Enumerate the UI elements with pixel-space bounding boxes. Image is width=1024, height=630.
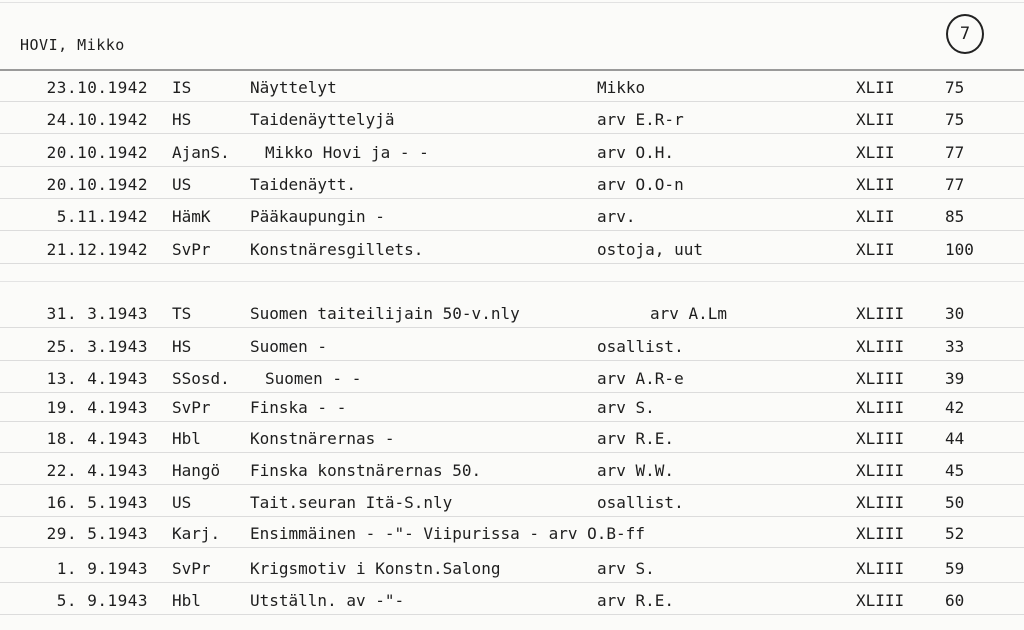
entry-author: ostoja, uut xyxy=(597,240,703,259)
entry-paper: Hangö xyxy=(172,461,221,480)
entry-row xyxy=(0,455,1024,485)
entry-title: Finska konstnärernas 50. xyxy=(250,461,482,480)
entry-author: arv R.E. xyxy=(597,591,675,610)
entry-volume: XLII xyxy=(856,240,895,259)
entry-date: 20.10.1942 xyxy=(46,175,148,194)
entry-volume: XLIII xyxy=(856,591,905,610)
entry-paper: HS xyxy=(172,110,192,129)
entry-author: osallist. xyxy=(597,493,684,512)
entry-row xyxy=(0,392,1024,422)
entry-page: 77 xyxy=(945,143,965,162)
entry-paper: AjanS. xyxy=(172,143,230,162)
entry-page: 33 xyxy=(945,337,965,356)
entry-date: 1. 9.1943 xyxy=(56,559,148,578)
entry-author: arv A.Lm xyxy=(650,304,728,323)
entry-paper: TS xyxy=(172,304,192,323)
entry-title: Suomen taiteilijain 50-v.nly xyxy=(250,304,520,323)
entry-author: arv. xyxy=(597,207,636,226)
entry-date: 31. 3.1943 xyxy=(46,304,148,323)
entry-date: 19. 4.1943 xyxy=(46,398,148,417)
entry-volume: XLII xyxy=(856,143,895,162)
year-separator xyxy=(0,281,1024,282)
entry-author: Mikko xyxy=(597,78,646,97)
entry-page: 39 xyxy=(945,369,965,388)
entry-row xyxy=(0,423,1024,453)
entry-volume: XLIII xyxy=(856,429,905,448)
entry-volume: XLIII xyxy=(856,524,905,543)
entry-paper: US xyxy=(172,175,192,194)
entry-page: 60 xyxy=(945,591,965,610)
entry-volume: XLIII xyxy=(856,369,905,388)
entry-row xyxy=(0,298,1024,328)
entry-date: 13. 4.1943 xyxy=(46,369,148,388)
entry-date: 16. 5.1943 xyxy=(46,493,148,512)
entry-volume: XLIII xyxy=(856,337,905,356)
entry-date: 18. 4.1943 xyxy=(46,429,148,448)
entry-row xyxy=(0,331,1024,361)
entry-paper: US xyxy=(172,493,192,512)
entry-author: arv E.R-r xyxy=(597,110,684,129)
entry-page: 75 xyxy=(945,78,965,97)
entry-author: arv O.O-n xyxy=(597,175,684,194)
entry-author: arv O.H. xyxy=(597,143,675,162)
entry-row xyxy=(0,363,1024,393)
entry-author: arv S. xyxy=(597,398,655,417)
entry-date: 22. 4.1943 xyxy=(46,461,148,480)
entry-date: 25. 3.1943 xyxy=(46,337,148,356)
entry-author: arv S. xyxy=(597,559,655,578)
entry-title: Taidenäyttelyjä xyxy=(250,110,395,129)
entry-volume: XLIII xyxy=(856,461,905,480)
entry-row xyxy=(0,72,1024,102)
entry-row xyxy=(0,487,1024,517)
entry-title: Konstnärernas - xyxy=(250,429,395,448)
entry-title: Mikko Hovi ja - - xyxy=(265,143,429,162)
entry-row xyxy=(0,518,1024,548)
entry-title: Krigsmotiv i Konstn.Salong xyxy=(250,559,501,578)
entry-page: 30 xyxy=(945,304,965,323)
entry-row xyxy=(0,104,1024,134)
entry-row xyxy=(0,169,1024,199)
entry-date: 5.11.1942 xyxy=(56,207,148,226)
entry-date: 23.10.1942 xyxy=(46,78,148,97)
card-title: HOVI, Mikko xyxy=(20,36,125,54)
entry-date: 24.10.1942 xyxy=(46,110,148,129)
entry-page: 59 xyxy=(945,559,965,578)
entry-title: Taidenäytt. xyxy=(250,175,356,194)
entry-title: Suomen - xyxy=(250,337,328,356)
entry-paper: SvPr xyxy=(172,398,211,417)
entry-paper: Karj. xyxy=(172,524,221,543)
entry-title: Konstnäresgillets. xyxy=(250,240,424,259)
entry-row xyxy=(0,137,1024,167)
entry-paper: SvPr xyxy=(172,240,211,259)
entry-page: 42 xyxy=(945,398,965,417)
entry-author: arv A.R-e xyxy=(597,369,684,388)
entry-paper: HämK xyxy=(172,207,211,226)
entry-row xyxy=(0,201,1024,231)
entry-page: 77 xyxy=(945,175,965,194)
entry-date: 5. 9.1943 xyxy=(56,591,148,610)
entry-volume: XLIII xyxy=(856,559,905,578)
entry-paper: Hbl xyxy=(172,591,201,610)
entry-row xyxy=(0,585,1024,615)
entry-page: 45 xyxy=(945,461,965,480)
entry-title: Suomen - - xyxy=(265,369,362,388)
entry-page: 50 xyxy=(945,493,965,512)
entry-author: osallist. xyxy=(597,337,684,356)
entry-author: arv W.W. xyxy=(597,461,675,480)
entry-paper: Hbl xyxy=(172,429,201,448)
entry-author: arv R.E. xyxy=(597,429,675,448)
entry-volume: XLIII xyxy=(856,398,905,417)
entry-title: Utställn. av -"- xyxy=(250,591,405,610)
entry-date: 20.10.1942 xyxy=(46,143,148,162)
entry-date: 21.12.1942 xyxy=(46,240,148,259)
entry-page: 44 xyxy=(945,429,965,448)
entry-page: 85 xyxy=(945,207,965,226)
entry-title: Finska - - xyxy=(250,398,347,417)
entry-title: Ensimmäinen - -"- Viipurissa - arv O.B-ff xyxy=(250,524,645,543)
entry-row xyxy=(0,553,1024,583)
entry-volume: XLII xyxy=(856,207,895,226)
entry-title: Pääkaupungin - xyxy=(250,207,385,226)
entry-volume: XLII xyxy=(856,175,895,194)
entry-page: 52 xyxy=(945,524,965,543)
entry-date: 29. 5.1943 xyxy=(46,524,148,543)
entry-page: 75 xyxy=(945,110,965,129)
entry-volume: XLIII xyxy=(856,304,905,323)
entry-volume: XLIII xyxy=(856,493,905,512)
entry-volume: XLII xyxy=(856,78,895,97)
card-number: 7 xyxy=(959,24,971,44)
entry-row xyxy=(0,234,1024,264)
entry-paper: IS xyxy=(172,78,192,97)
entry-title: Tait.seuran Itä-S.nly xyxy=(250,493,453,512)
entry-title: Näyttelyt xyxy=(250,78,337,97)
entry-page: 100 xyxy=(945,240,974,259)
entry-paper: SvPr xyxy=(172,559,211,578)
entry-paper: SSosd. xyxy=(172,369,230,388)
entry-volume: XLII xyxy=(856,110,895,129)
entry-paper: HS xyxy=(172,337,192,356)
